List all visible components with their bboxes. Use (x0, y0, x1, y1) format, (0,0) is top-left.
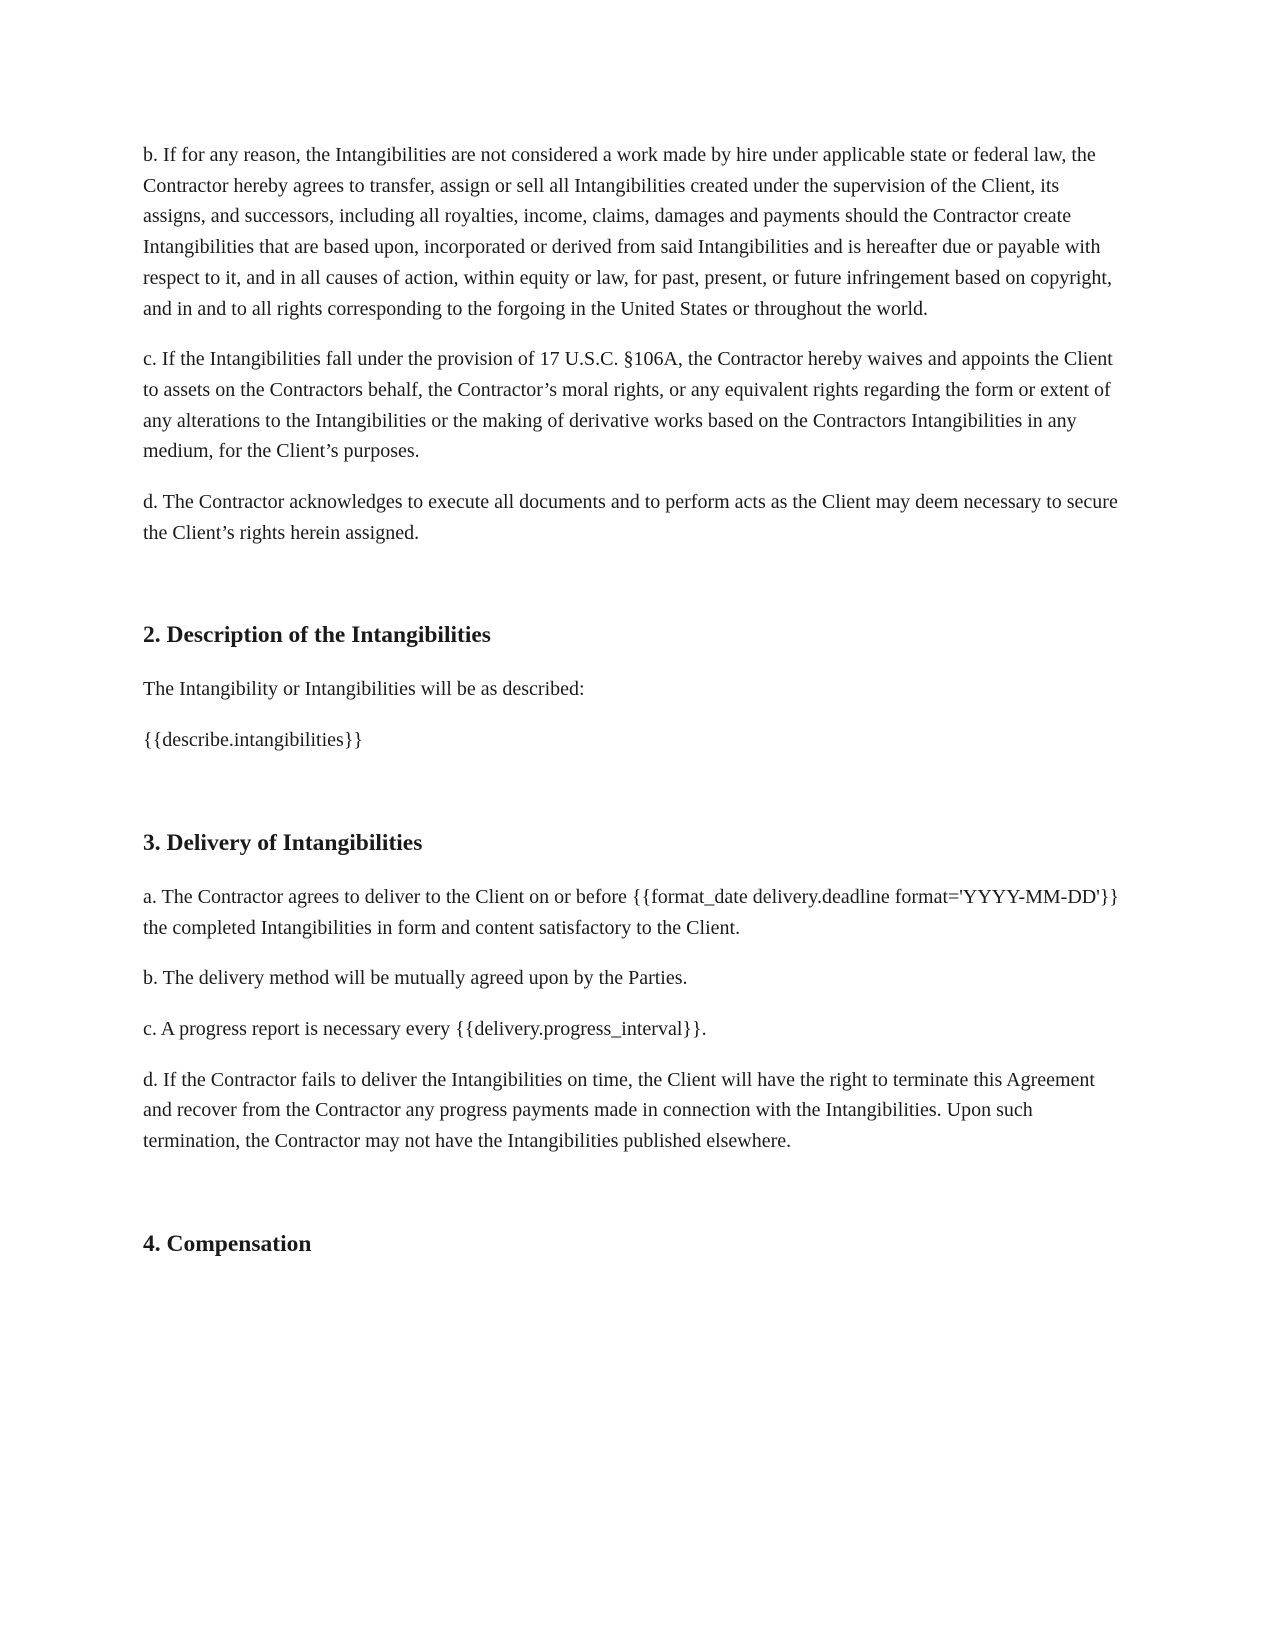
section-heading-delivery-of-intangibilities: 3. Delivery of Intangibilities (143, 829, 423, 856)
paragraph-progress-report-c: c. A progress report is necessary every {{delivery.progress_interval}}. (143, 1017, 707, 1040)
template-variable-describe-intangibilities: {{describe.intangibilities}} (143, 729, 364, 752)
paragraph-delivery-method-b: b. The delivery method will be mutually agreed upon by the Parties. (143, 967, 688, 990)
paragraph-delivery-deadline-a: a. The Contractor agrees to deliver to the Client on or before {{format_date delivery.deadline format='YYYY-MM-DD'}} the completed Intangibilities in form and content satisfactory to the Client. (143, 885, 1120, 939)
paragraph-description-intro: The Intangibility or Intangibilities will be as described: (143, 678, 585, 701)
section-heading-description-of-intangibilities: 2. Description of the Intangibilities (143, 622, 491, 649)
paragraph-late-delivery-termination-d: d. If the Contractor fails to deliver the Intangibilities on time, the Client will have the right to terminate this Agreement and recover from the Contractor any progress payments made in connection with the Intangibilities. Upon such termination, the Contractor may not have the Intangibilities published elsewhere. (143, 1068, 1095, 1153)
section-heading-compensation: 4. Compensation (143, 1230, 312, 1257)
paragraph-execute-documents-d: d. The Contractor acknowledges to execute all documents and to perform acts as the Client may deem necessary to secure the Client’s rights herein assigned. (143, 491, 1118, 544)
paragraph-moral-rights-c: c. If the Intangibilities fall under the provision of 17 U.S.C. §106A, the Contractor hereby waives and appoints the Client to assets on the Contractors behalf, the Contractor’s moral rights, or any equivalent rights regarding the form or extent of any alterations to the Intangibilities or the making of derivative works based on the Contractors Intangibilities in any medium, for the Client’s purposes. (143, 348, 1113, 463)
paragraph-work-for-hire-b: b. If for any reason, the Intangibilities are not considered a work made by hire under applicable state or federal law, the Contractor hereby agrees to transfer, assign or sell all Intangibilities created under the supervision of the Client, its assigns, and successors, including all royalties, income, claims, damages and payments should the Contractor create Intangibilities that are based upon, incorporated or derived from said Intangibilities and is hereafter due or payable with respect to it, and in all causes of action, within equity or law, for past, present, or future infringement based on copyright, and in and to all rights corresponding to the forgoing in the United States or throughout the world. (143, 144, 1112, 320)
